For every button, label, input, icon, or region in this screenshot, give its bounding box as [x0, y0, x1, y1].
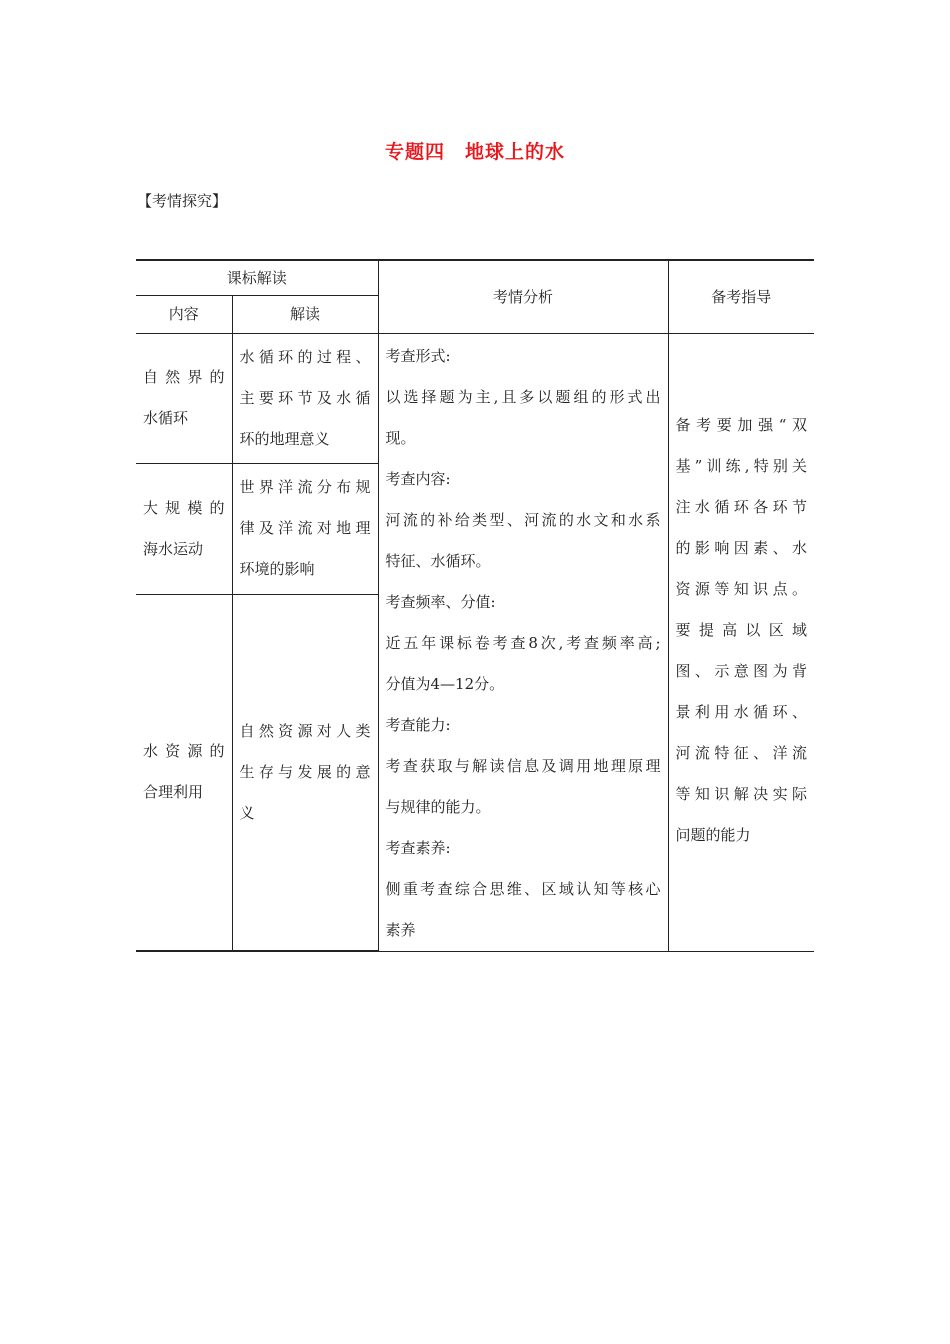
content-cell-water-cycle — [136, 333, 232, 464]
analysis-line: 素养 — [385, 920, 416, 939]
analysis-line: 考查素养: — [385, 838, 451, 857]
analysis-line: 以选择题为主,且多以题组的形式出 — [385, 387, 661, 406]
guide-cell — [668, 333, 814, 951]
interpret-line: 律及洋流对地理 — [239, 519, 371, 538]
content-line: 水循环 — [143, 409, 189, 428]
guide-line: 图、示意图为背 — [675, 661, 808, 680]
guide-line: 资源等知识点。 — [675, 579, 808, 598]
header-analysis: 考情分析 — [378, 260, 668, 333]
content-line: 水资源的 — [143, 742, 225, 761]
content-line: 海水运动 — [143, 539, 204, 558]
analysis-line: 考查能力: — [385, 715, 451, 734]
guide-line: 基”训练,特别关 — [675, 456, 808, 475]
content-line: 合理利用 — [143, 783, 204, 802]
guide-line: 的影响因素、水 — [675, 538, 808, 557]
interpret-line: 水循环的过程、 — [239, 347, 371, 366]
analysis-line: 考查获取与解读信息及调用地理原理 — [385, 756, 661, 775]
content-line: 大规模的 — [143, 498, 225, 517]
content-line: 自然界的 — [143, 368, 225, 387]
page-title: 专题四 地球上的水 — [384, 141, 565, 163]
guide-line: 问题的能力 — [675, 825, 751, 844]
interpret-cell-ocean-motion — [232, 464, 378, 595]
interpret-line: 自然资源对人类 — [239, 721, 371, 740]
interpret-cell-water-resources — [232, 594, 378, 951]
analysis-line: 特征、水循环。 — [385, 551, 491, 570]
analysis-line: 考查内容: — [385, 469, 451, 488]
content-cell-ocean-motion — [136, 464, 232, 595]
analysis-line: 侧重考查综合思维、区域认知等核心 — [385, 879, 661, 898]
interpret-line: 义 — [239, 803, 255, 822]
interpret-line: 主要环节及水循 — [239, 388, 371, 407]
header-content: 内容 — [136, 295, 232, 333]
exam-analysis-table — [136, 259, 814, 952]
analysis-line: 河流的补给类型、河流的水文和水系 — [385, 510, 661, 529]
guide-line: 备考要加强“双 — [675, 415, 808, 434]
interpret-line: 生存与发展的意 — [239, 762, 371, 781]
analysis-cell — [378, 333, 668, 951]
guide-line: 注水循环各环节 — [675, 497, 808, 516]
section-heading: 【考情探究】 — [137, 192, 228, 210]
analysis-line: 考查频率、分值: — [385, 592, 496, 611]
guide-line: 等知识解决实际 — [675, 784, 808, 803]
analysis-line: 与规律的能力。 — [385, 797, 491, 816]
content-cell-water-resources — [136, 594, 232, 951]
analysis-line: 现。 — [385, 428, 416, 447]
guide-line: 要提高以区域 — [675, 620, 808, 639]
analysis-line: 考查形式: — [385, 346, 451, 365]
header-interpret: 解读 — [232, 295, 378, 333]
header-standard-interpretation: 课标解读 — [136, 260, 378, 295]
guide-line: 景利用水循环、 — [675, 702, 808, 721]
analysis-line: 分值为4—12分。 — [385, 674, 505, 693]
interpret-cell-water-cycle — [232, 333, 378, 464]
guide-line: 河流特征、洋流 — [675, 743, 808, 762]
interpret-line: 世界洋流分布规 — [239, 478, 371, 497]
header-guide: 备考指导 — [668, 260, 814, 333]
interpret-line: 环的地理意义 — [239, 429, 330, 448]
analysis-line: 近五年课标卷考查8次,考查频率高; — [385, 633, 661, 652]
interpret-line: 环境的影响 — [239, 560, 315, 579]
